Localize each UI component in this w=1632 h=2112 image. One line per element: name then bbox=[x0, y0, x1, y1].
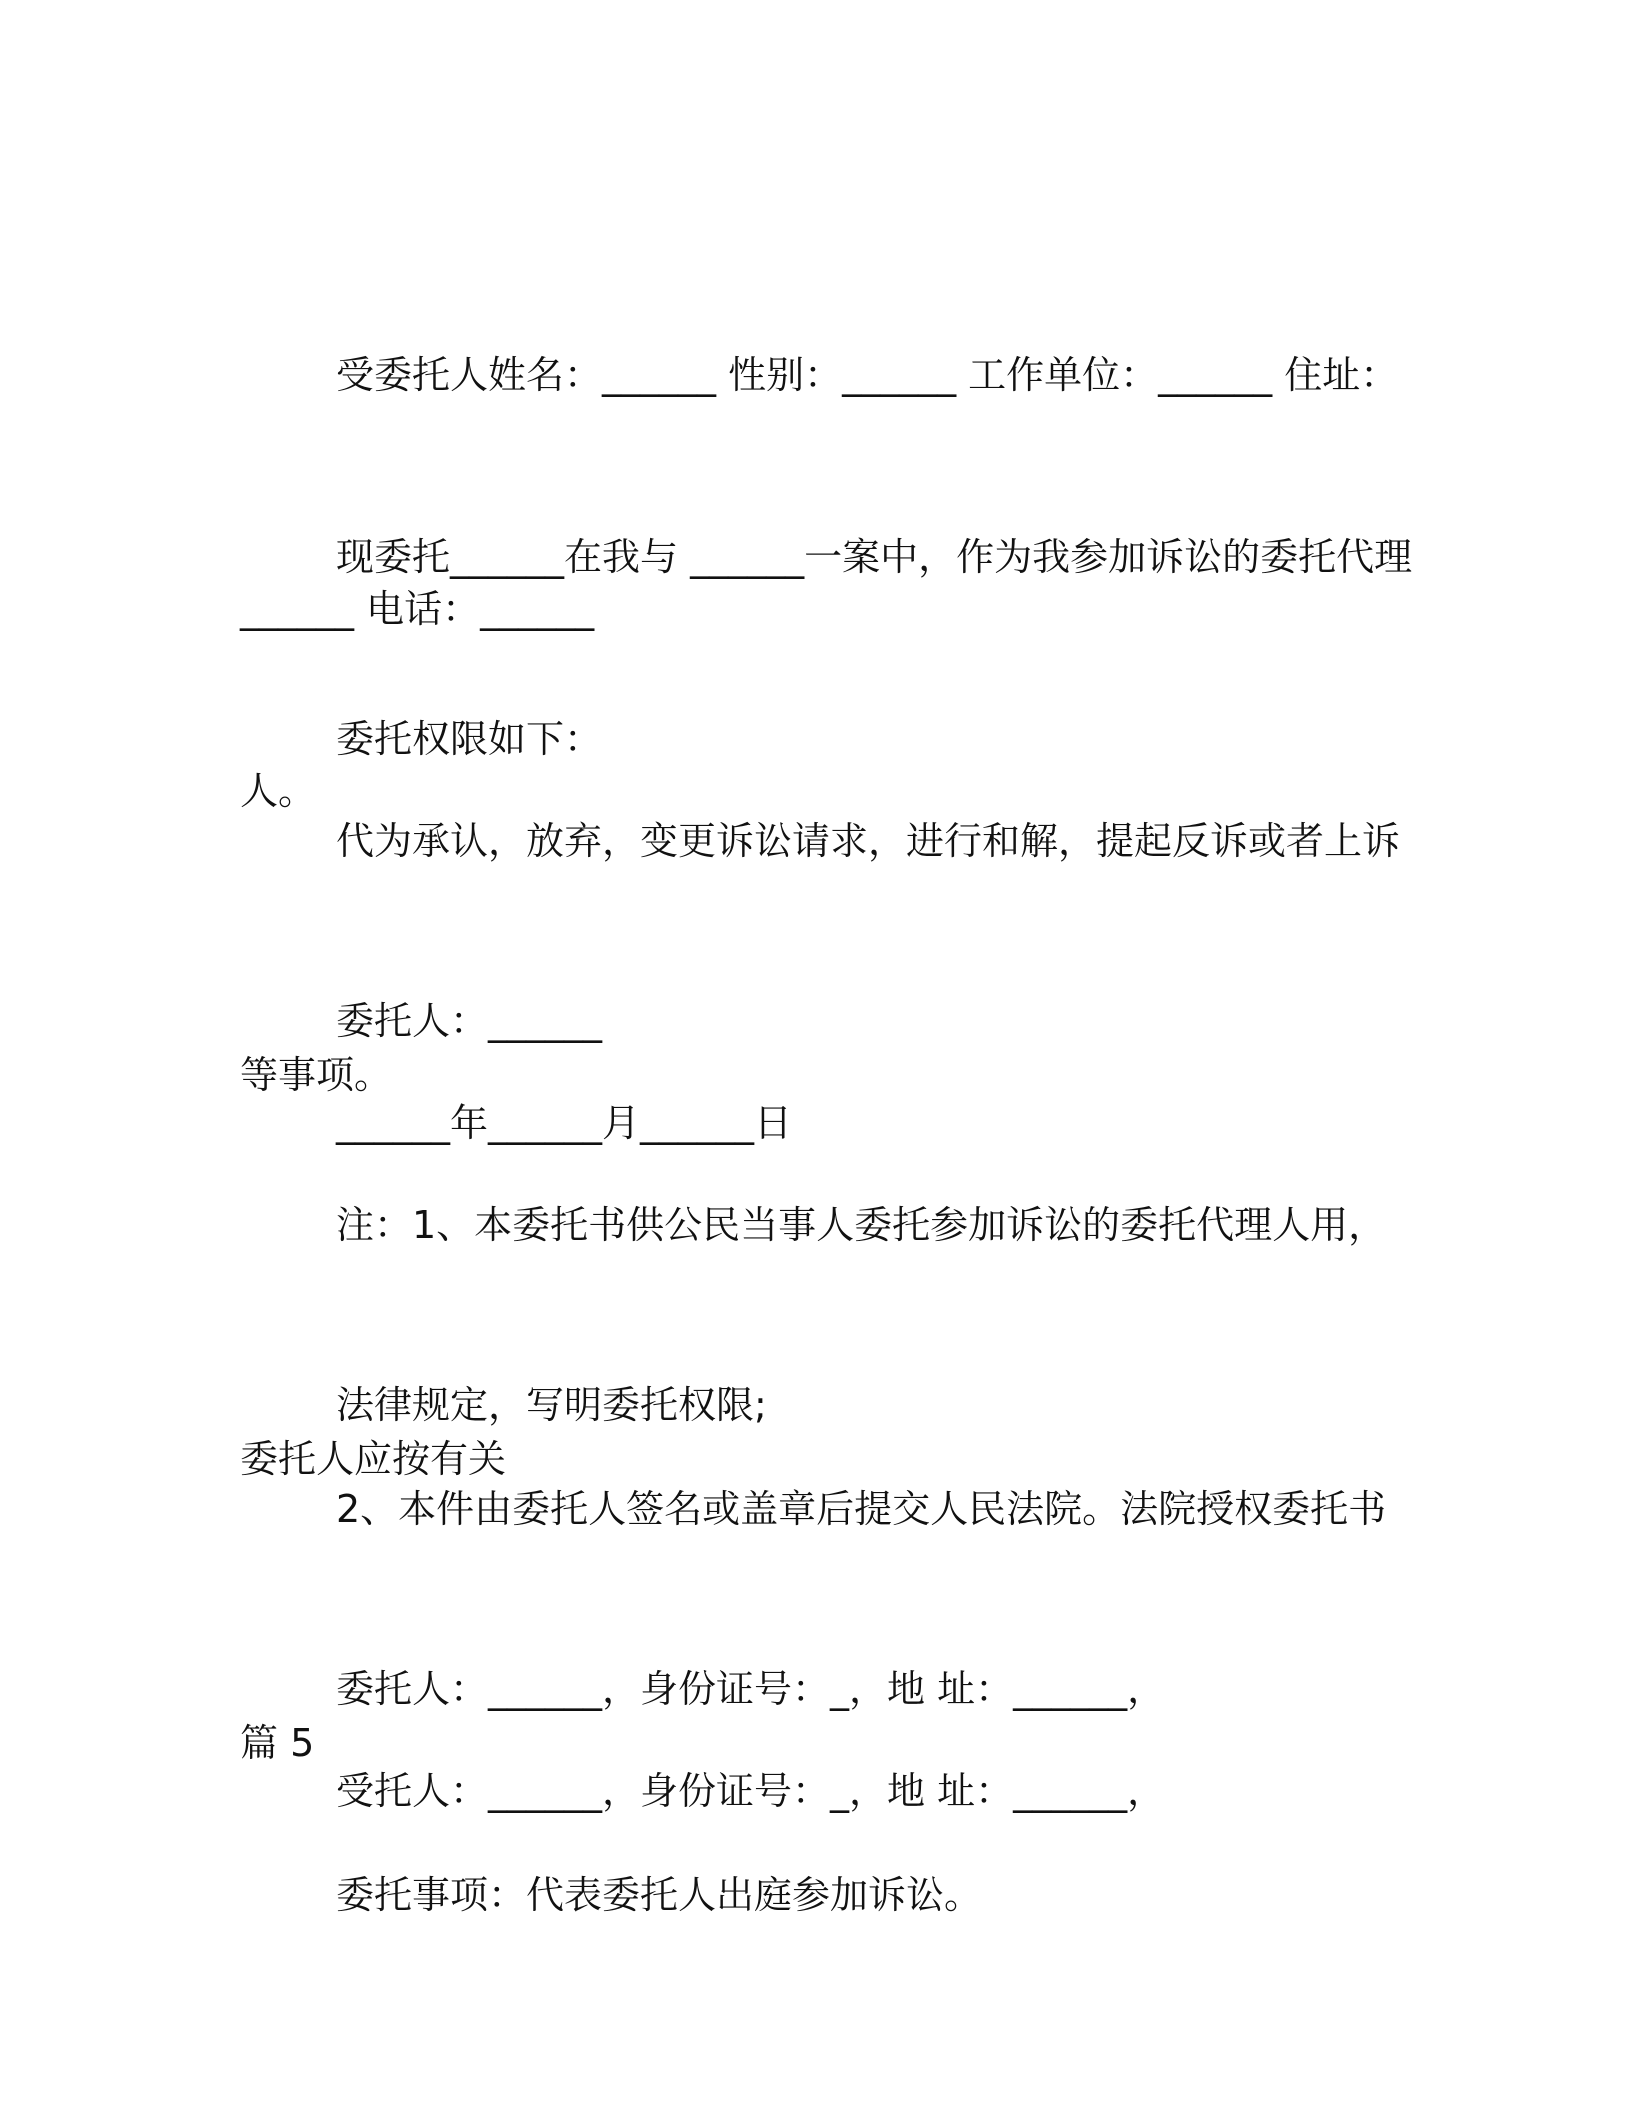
text-line: 注：1、本委托书供公民当事人委托参加诉讼的委托代理人用， bbox=[336, 1203, 1387, 1247]
text-line: 2、本件由委托人签名或盖章后提交人民法院。法院授权委托书 bbox=[336, 1487, 1387, 1531]
text-line: ______ 电话：______ bbox=[240, 587, 595, 631]
text-line: 委托人：______，身份证号：_，地 址：______， bbox=[336, 1667, 1166, 1711]
text-line: 现委托______在我与 ______一案中，作为我参加诉讼的委托代理 bbox=[336, 535, 1413, 579]
text-line: ______年______月______日 bbox=[336, 1101, 793, 1145]
text-line: 法律规定，写明委托权限; bbox=[336, 1383, 767, 1427]
text-line: 受托人：______，身份证号：_，地 址：______， bbox=[336, 1769, 1166, 1813]
text-line: 人。 bbox=[240, 769, 317, 813]
text-line: 代为承认，放弃，变更诉讼请求，进行和解，提起反诉或者上诉 bbox=[336, 819, 1401, 863]
text-line: 委托人：______ bbox=[336, 999, 603, 1043]
paragraph-entrusted-matter bbox=[240, 1700, 1380, 2090]
text-line: 篇 5 bbox=[240, 1721, 315, 1765]
text-line: 等事项。 bbox=[240, 1053, 393, 1097]
text-line: 受委托人姓名：______ 性别：______ 工作单位：______ 住址： bbox=[336, 353, 1399, 397]
text-line: 委托权限如下： bbox=[336, 717, 603, 761]
text-line: 委托事项：代表委托人出庭参加诉讼。 bbox=[336, 1873, 983, 1917]
text-line: 委托人应按有关 bbox=[240, 1437, 507, 1481]
